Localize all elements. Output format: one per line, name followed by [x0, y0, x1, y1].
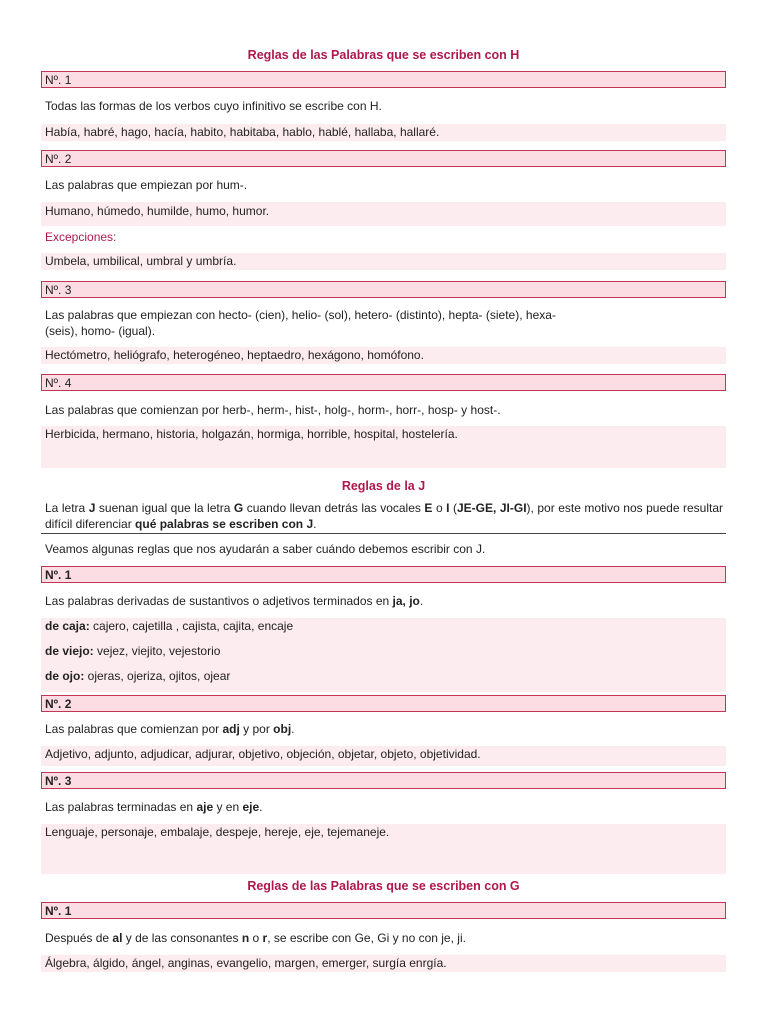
example-block [41, 618, 726, 692]
example-line: Herbicida, hermano, historia, holgazán, hormiga, horrible, hospital, hostelería. [41, 426, 726, 468]
rule-number-box: Nº. 2 [41, 150, 726, 167]
rule-text: (seis), homo- (igual). [45, 324, 156, 338]
j-intro-note: Veamos algunas reglas que nos ayudarán a saber cuándo debemos escribir con J. [45, 542, 486, 556]
example-line: Adjetivo, adjunto, adjudicar, adjurar, objetivo, objeción, objetar, objeto, objetividad. [41, 746, 726, 766]
example-line: Humano, húmedo, humilde, humo, humor. [41, 202, 726, 226]
rule-text: Después de al y de las consonantes n o r, se escribe con Ge, Gi y no con je, ji. [45, 931, 466, 945]
example-line: de viejo: vejez, viejito, vejestorio [45, 644, 221, 658]
section-title-g: Reglas de las Palabras que se escriben con G [247, 879, 520, 893]
example-line: Umbela, umbilical, umbral y umbría. [41, 253, 726, 270]
example-line: Álgebra, álgido, ángel, anginas, evangelio, margen, emerger, surgía enrgía. [41, 955, 726, 972]
j-intro-paragraph: La letra J suenan igual que la letra G cuando llevan detrás las vocales E o I (JE-GE, JI-GI), por este motivo nos puede resultar difícil diferenciar qué palabras se escriben con J. [41, 501, 726, 534]
rule-number-box: Nº. 4 [41, 374, 726, 391]
section-title-j: Reglas de la J [341, 479, 426, 493]
rule-text: Las palabras que comienzan por herb-, herm-, hist-, holg-, horm-, horr-, hosp- y host-. [45, 403, 501, 417]
rule-number-box: Nº. 1 [41, 71, 726, 88]
rule-text: Las palabras derivadas de sustantivos o adjetivos terminados en ja, jo. [45, 594, 424, 608]
rule-text: Todas las formas de los verbos cuyo infinitivo se escribe con H. [45, 99, 382, 113]
rule-text: Las palabras que empiezan por hum-. [45, 178, 248, 192]
section-title-h: Reglas de las Palabras que se escriben con H [247, 48, 520, 62]
example-line: Hectómetro, heliógrafo, heterogéneo, heptaedro, hexágono, homófono. [41, 347, 726, 364]
rule-number-box: Nº. 1 [41, 566, 726, 583]
example-line: de ojo: ojeras, ojeriza, ojitos, ojear [45, 669, 231, 683]
example-line: Lenguaje, personaje, embalaje, despeje, hereje, eje, tejemaneje. [41, 824, 726, 874]
rule-number-box: Nº. 3 [41, 772, 726, 789]
example-line: Había, habré, hago, hacía, habito, habitaba, hablo, hablé, hallaba, hallaré. [41, 124, 726, 141]
rule-text: Las palabras terminadas en aje y en eje. [45, 800, 263, 814]
example-line: de caja: cajero, cajetilla , cajista, cajita, encaje [45, 619, 294, 633]
exceptions-label: Excepciones: [45, 230, 117, 244]
rule-text: Las palabras que empiezan con hecto- (cien), helio- (sol), hetero- (distinto), hepta- (siete), hexa- [45, 308, 556, 322]
rule-number-box: Nº. 3 [41, 281, 726, 298]
rule-number-box: Nº. 1 [41, 902, 726, 919]
rule-text: Las palabras que comienzan por adj y por obj. [45, 722, 295, 736]
rule-number-box: Nº. 2 [41, 695, 726, 712]
